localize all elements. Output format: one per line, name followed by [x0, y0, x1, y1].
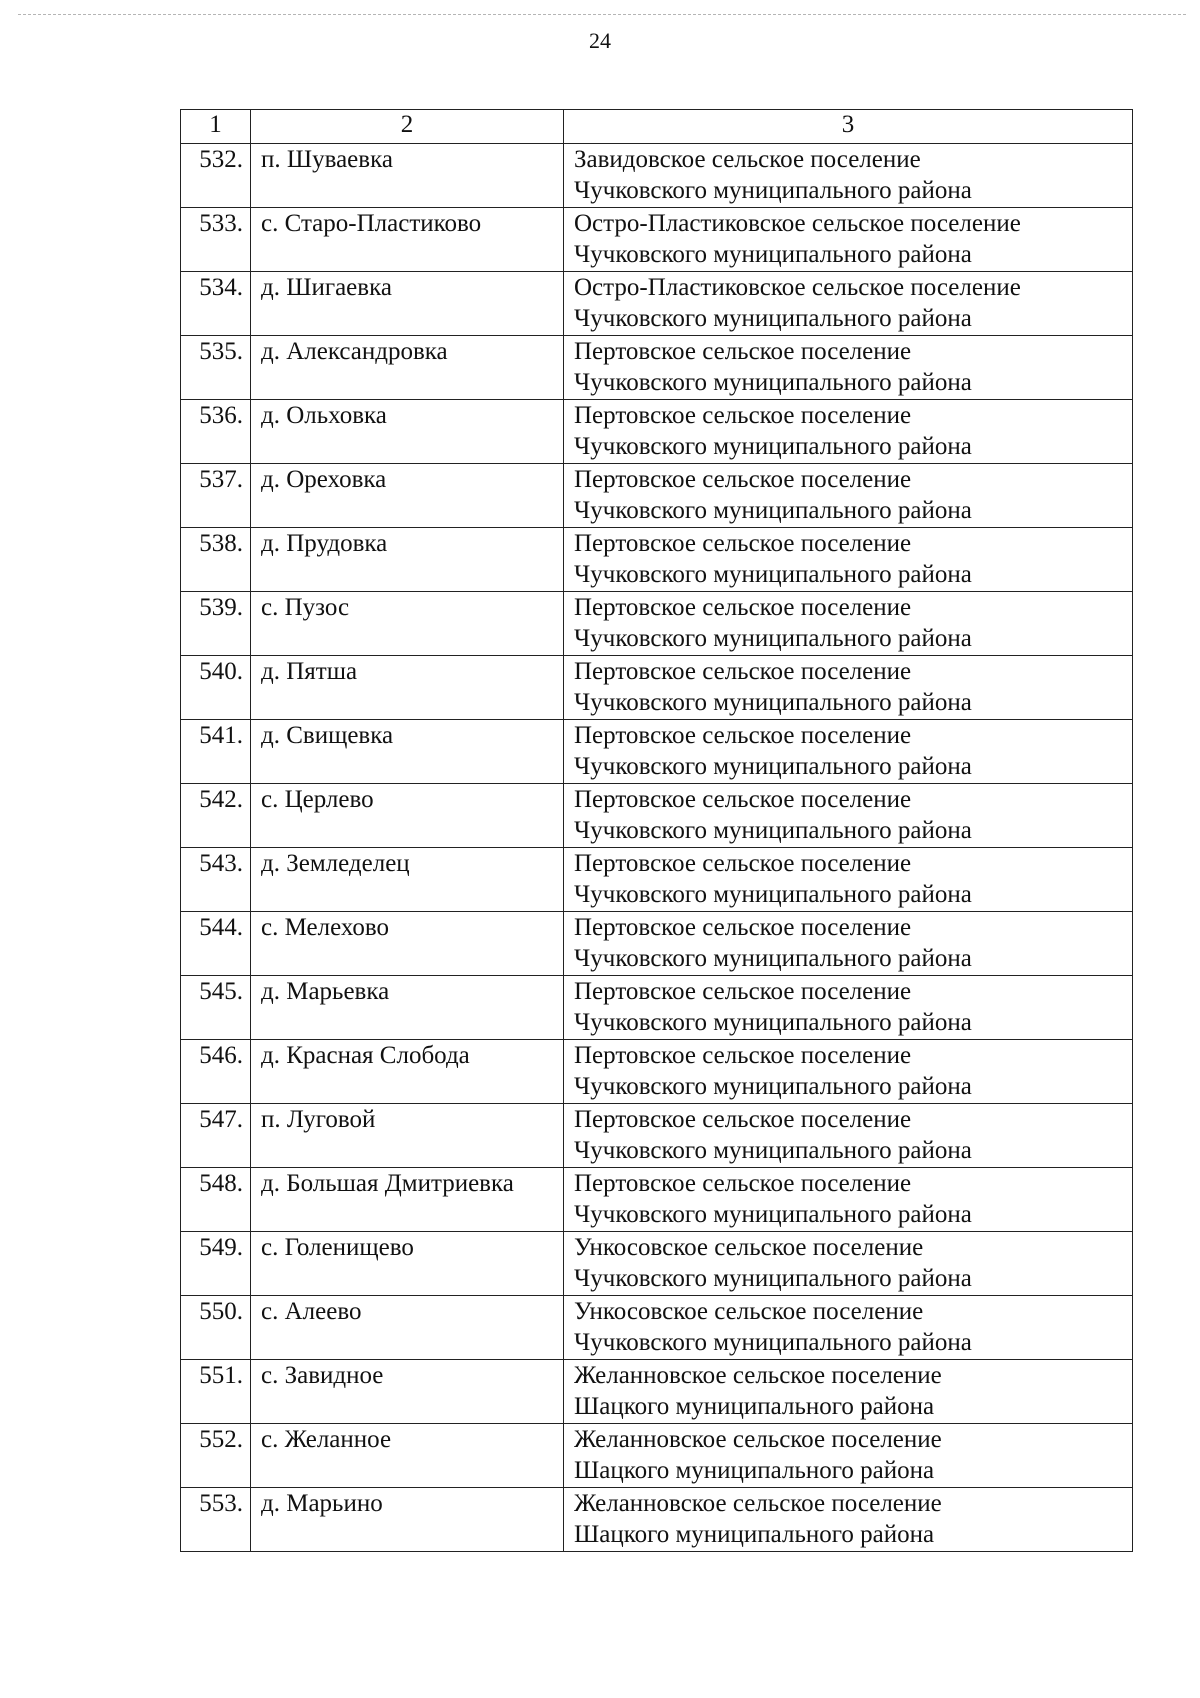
district-name: Шацкого муниципального района: [574, 1521, 935, 1548]
settlement-name: Остро-Пластиковское сельское поселение: [574, 274, 1021, 301]
table-row: [181, 848, 1133, 912]
district-name: Чучковского муниципального района: [574, 1329, 972, 1356]
table-row: [181, 592, 1133, 656]
locality-name: д. Шигаевка: [251, 272, 564, 336]
locality-name: с. Старо-Пластиково: [251, 208, 564, 272]
row-number: 542.: [181, 784, 251, 848]
row-number: 549.: [181, 1232, 251, 1296]
table-row: [181, 1168, 1133, 1232]
district-name: Чучковского муниципального района: [574, 497, 972, 524]
row-number: 550.: [181, 1296, 251, 1360]
row-number: 532.: [181, 144, 251, 208]
row-number: 534.: [181, 272, 251, 336]
row-number: 553.: [181, 1488, 251, 1552]
locality-name: с. Мелехово: [251, 912, 564, 976]
row-number: 545.: [181, 976, 251, 1040]
scan-top-edge: [18, 14, 1186, 15]
locality-name: д. Марьевка: [251, 976, 564, 1040]
table-row: [181, 1360, 1133, 1424]
table-row: [181, 1424, 1133, 1488]
row-number: 552.: [181, 1424, 251, 1488]
settlement-name: Желанновское сельское поселение: [574, 1362, 942, 1389]
column-header-1: 1: [181, 110, 251, 144]
district-name: Чучковского муниципального района: [574, 177, 972, 204]
district-name: Чучковского муниципального района: [574, 369, 972, 396]
table-row: [181, 912, 1133, 976]
column-header-2: 2: [251, 110, 564, 144]
table-row: [181, 976, 1133, 1040]
district-name: Шацкого муниципального района: [574, 1393, 935, 1420]
table-header-row: [181, 110, 1133, 144]
locality-name: д. Земледелец: [251, 848, 564, 912]
locality-name: п. Шуваевка: [251, 144, 564, 208]
table-row: [181, 1232, 1133, 1296]
row-number: 541.: [181, 720, 251, 784]
row-number: 544.: [181, 912, 251, 976]
settlement-name: Пертовское сельское поселение: [574, 658, 912, 685]
district-name: Чучковского муниципального района: [574, 561, 972, 588]
locality-name: д. Пятша: [251, 656, 564, 720]
locality-name: с. Алеево: [251, 1296, 564, 1360]
settlement-cell: [564, 336, 1133, 400]
settlement-cell: [564, 464, 1133, 528]
district-name: Чучковского муниципального района: [574, 1073, 972, 1100]
district-name: Чучковского муниципального района: [574, 1265, 972, 1292]
table-row: [181, 144, 1133, 208]
district-name: Чучковского муниципального района: [574, 625, 972, 652]
settlements-table: [180, 109, 1133, 1552]
locality-name: с. Завидное: [251, 1360, 564, 1424]
settlement-cell: [564, 720, 1133, 784]
settlement-name: Желанновское сельское поселение: [574, 1490, 942, 1517]
settlement-name: Пертовское сельское поселение: [574, 722, 912, 749]
locality-name: с. Церлево: [251, 784, 564, 848]
settlement-cell: [564, 1424, 1133, 1488]
district-name: Чучковского муниципального района: [574, 433, 972, 460]
table-row: [181, 656, 1133, 720]
settlement-name: Ункосовское сельское поселение: [574, 1298, 924, 1325]
locality-name: д. Свищевка: [251, 720, 564, 784]
locality-name: д. Красная Слобода: [251, 1040, 564, 1104]
settlement-name: Завидовское сельское поселение: [574, 146, 921, 173]
locality-name: д. Марьино: [251, 1488, 564, 1552]
locality-name: д. Прудовка: [251, 528, 564, 592]
row-number: 539.: [181, 592, 251, 656]
settlement-cell: [564, 784, 1133, 848]
settlement-cell: [564, 592, 1133, 656]
row-number: 543.: [181, 848, 251, 912]
table-body: [181, 144, 1133, 1552]
table-row: [181, 1040, 1133, 1104]
settlement-cell: [564, 1296, 1133, 1360]
settlement-cell: [564, 208, 1133, 272]
district-name: Чучковского муниципального района: [574, 1009, 972, 1036]
settlement-cell: [564, 1040, 1133, 1104]
row-number: 540.: [181, 656, 251, 720]
row-number: 535.: [181, 336, 251, 400]
locality-name: д. Ольховка: [251, 400, 564, 464]
locality-name: п. Луговой: [251, 1104, 564, 1168]
settlement-cell: [564, 272, 1133, 336]
settlement-cell: [564, 976, 1133, 1040]
page-number: 24: [589, 28, 611, 53]
settlement-name: Пертовское сельское поселение: [574, 530, 912, 557]
table-row: [181, 336, 1133, 400]
settlement-cell: [564, 656, 1133, 720]
settlement-cell: [564, 1232, 1133, 1296]
column-header-3: 3: [564, 110, 1133, 144]
table-row: [181, 464, 1133, 528]
settlement-cell: [564, 1488, 1133, 1552]
settlement-name: Пертовское сельское поселение: [574, 978, 912, 1005]
settlement-name: Пертовское сельское поселение: [574, 402, 912, 429]
settlement-cell: [564, 1168, 1133, 1232]
table-row: [181, 208, 1133, 272]
locality-name: д. Большая Дмитриевка: [251, 1168, 564, 1232]
settlement-name: Пертовское сельское поселение: [574, 338, 912, 365]
locality-name: д. Ореховка: [251, 464, 564, 528]
table-row: [181, 784, 1133, 848]
table-header: [181, 110, 1133, 144]
district-name: Чучковского муниципального района: [574, 305, 972, 332]
settlement-name: Пертовское сельское поселение: [574, 1106, 912, 1133]
district-name: Чучковского муниципального района: [574, 817, 972, 844]
district-name: Чучковского муниципального района: [574, 945, 972, 972]
district-name: Чучковского муниципального района: [574, 1201, 972, 1228]
table-row: [181, 272, 1133, 336]
settlement-name: Желанновское сельское поселение: [574, 1426, 942, 1453]
row-number: 536.: [181, 400, 251, 464]
settlement-cell: [564, 528, 1133, 592]
row-number: 551.: [181, 1360, 251, 1424]
settlement-cell: [564, 1104, 1133, 1168]
locality-name: д. Александровка: [251, 336, 564, 400]
table-row: [181, 1104, 1133, 1168]
settlement-name: Пертовское сельское поселение: [574, 1042, 912, 1069]
settlement-name: Остро-Пластиковское сельское поселение: [574, 210, 1021, 237]
row-number: 547.: [181, 1104, 251, 1168]
settlement-name: Пертовское сельское поселение: [574, 466, 912, 493]
settlement-name: Пертовское сельское поселение: [574, 786, 912, 813]
row-number: 546.: [181, 1040, 251, 1104]
row-number: 533.: [181, 208, 251, 272]
settlement-cell: [564, 400, 1133, 464]
settlement-name: Пертовское сельское поселение: [574, 914, 912, 941]
table-row: [181, 1296, 1133, 1360]
settlement-name: Пертовское сельское поселение: [574, 850, 912, 877]
table-row: [181, 528, 1133, 592]
settlement-cell: [564, 912, 1133, 976]
settlement-name: Пертовское сельское поселение: [574, 594, 912, 621]
district-name: Чучковского муниципального района: [574, 881, 972, 908]
locality-name: с. Желанное: [251, 1424, 564, 1488]
settlement-name: Ункосовское сельское поселение: [574, 1234, 924, 1261]
settlement-name: Пертовское сельское поселение: [574, 1170, 912, 1197]
settlement-cell: [564, 848, 1133, 912]
settlement-cell: [564, 1360, 1133, 1424]
district-name: Чучковского муниципального района: [574, 689, 972, 716]
district-name: Чучковского муниципального района: [574, 241, 972, 268]
locality-name: с. Пузос: [251, 592, 564, 656]
district-name: Шацкого муниципального района: [574, 1457, 935, 1484]
table-row: [181, 400, 1133, 464]
row-number: 538.: [181, 528, 251, 592]
district-name: Чучковского муниципального района: [574, 1137, 972, 1164]
table-row: [181, 720, 1133, 784]
locality-name: с. Голенищево: [251, 1232, 564, 1296]
row-number: 537.: [181, 464, 251, 528]
settlement-cell: [564, 144, 1133, 208]
row-number: 548.: [181, 1168, 251, 1232]
district-name: Чучковского муниципального района: [574, 753, 972, 780]
table-row: [181, 1488, 1133, 1552]
